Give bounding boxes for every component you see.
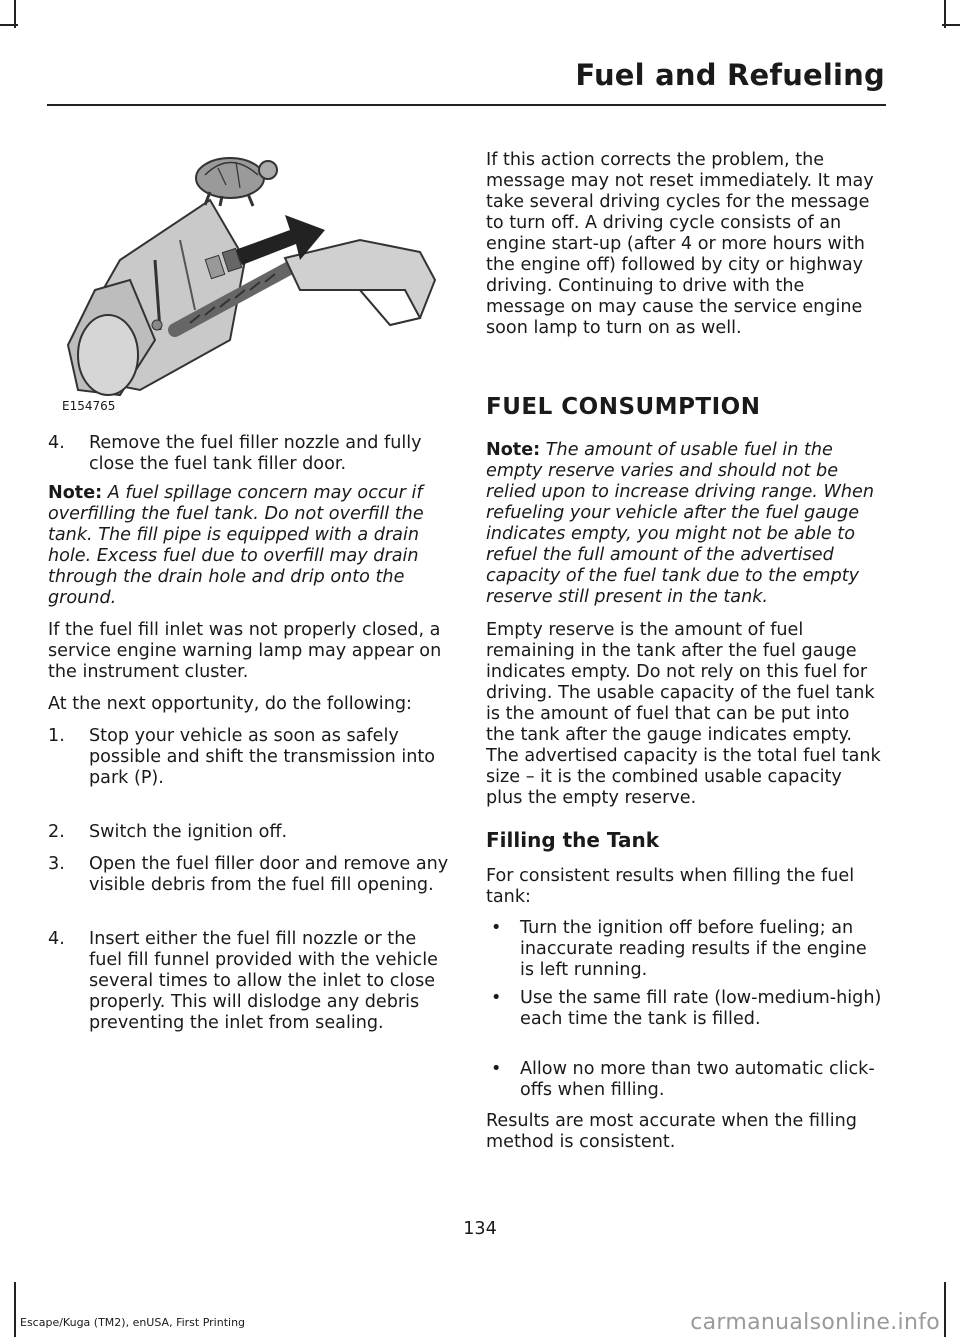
watermark-link[interactable]: carmanualsonline.info [690,1310,940,1335]
footer-text: Escape/Kuga (TM2), enUSA, First Printing [20,1316,246,1329]
step-item [48,433,448,477]
bullet-mark: • [491,1059,502,1079]
crop-mark [942,24,960,26]
header-rule [47,104,886,106]
note-label: Note: [48,483,103,503]
note-text: A fuel spillage concern may occur if overfilling the fuel tank. Do not overfill the tank. The fill pipe is equipped with a drain hole. Excess fuel due to overfill may drain through the drain hole and drip onto the ground. [48,483,424,608]
step-text: Open the fuel filler door and remove any visible debris from the fuel fill opening. [89,854,449,895]
crop-mark [944,1282,946,1337]
figure-id: E154765 [62,399,116,413]
crop-mark [14,1282,16,1337]
section-heading: FUEL CONSUMPTION [486,394,761,420]
body-paragraph: Empty reserve is the amount of fuel remaining in the tank after the fuel gauge indicates empty. Do not rely on this fuel for driving. The usable capacity of the fuel tank is the amount of fuel that can be put into the tank after the gauge indicates empty. The advertised capacity is the total fuel tank size – it is the combined usable capacity plus the empty reserve. [486,620,881,808]
body-paragraph: At the next opportunity, do the following: [48,694,412,714]
step-text: Remove the fuel filler nozzle and fully close the fuel tank filler door. [89,433,422,474]
bullet-text: Use the same fill rate (low-medium-high) each time the tank is filled. [520,988,882,1029]
body-paragraph: For consistent results when filling the fuel tank: [486,866,855,907]
bullet-text: Allow no more than two automatic click-offs when filling. [520,1059,875,1100]
step-number: 4. [48,929,65,949]
body-paragraph: If this action corrects the problem, the message may not reset immediately. It may take several driving cycles for the message to turn off. A driving cycle consists of an engine start-up (after 4 or more hours with the engine off) followed by city or highway driving. Continuing to drive with the message on may cause the service engine soon lamp to turn on as well. [486,150,874,338]
page-title: Fuel and Refueling [575,58,885,92]
bullet-mark: • [491,918,502,938]
note-paragraph [486,440,882,608]
note-text: The amount of usable fuel in the empty reserve varies and should not be relied upon to increase driving range. When refueling your vehicle after the fuel gauge indicates empty, you might not be able to refuel the full amount of the advertised capacity of the fuel tank due to the empty reserve still present in the tank. [486,440,874,607]
body-paragraph: If the fuel fill inlet was not properly closed, a service engine warning lamp may appear on the instrument cluster. [48,620,442,682]
step-number: 1. [48,726,65,746]
step-number: 3. [48,854,65,874]
bullet-mark: • [491,988,502,1008]
step-number: 2. [48,822,65,842]
step-text: Insert either the fuel fill nozzle or the fuel fill funnel provided with the vehicle several times to allow the inlet to close properly. This will dislodge any debris preventing the inlet from sealing. [89,929,438,1033]
body-paragraph: Results are most accurate when the filling method is consistent. [486,1111,857,1152]
note-paragraph [48,483,448,609]
step-text: Stop your vehicle as soon as safely possible and shift the transmission into park (P). [89,726,436,788]
step-text: Switch the ignition off. [89,822,288,842]
fuel-nozzle-illustration [60,140,440,415]
subsection-heading: Filling the Tank [486,828,660,852]
page-number: 134 [463,1219,497,1239]
step-number: 4. [48,433,65,453]
bullet-text: Turn the ignition off before fueling; an inaccurate reading results if the engine is left running. [520,918,867,980]
crop-mark [0,24,18,26]
note-label: Note: [486,440,541,460]
